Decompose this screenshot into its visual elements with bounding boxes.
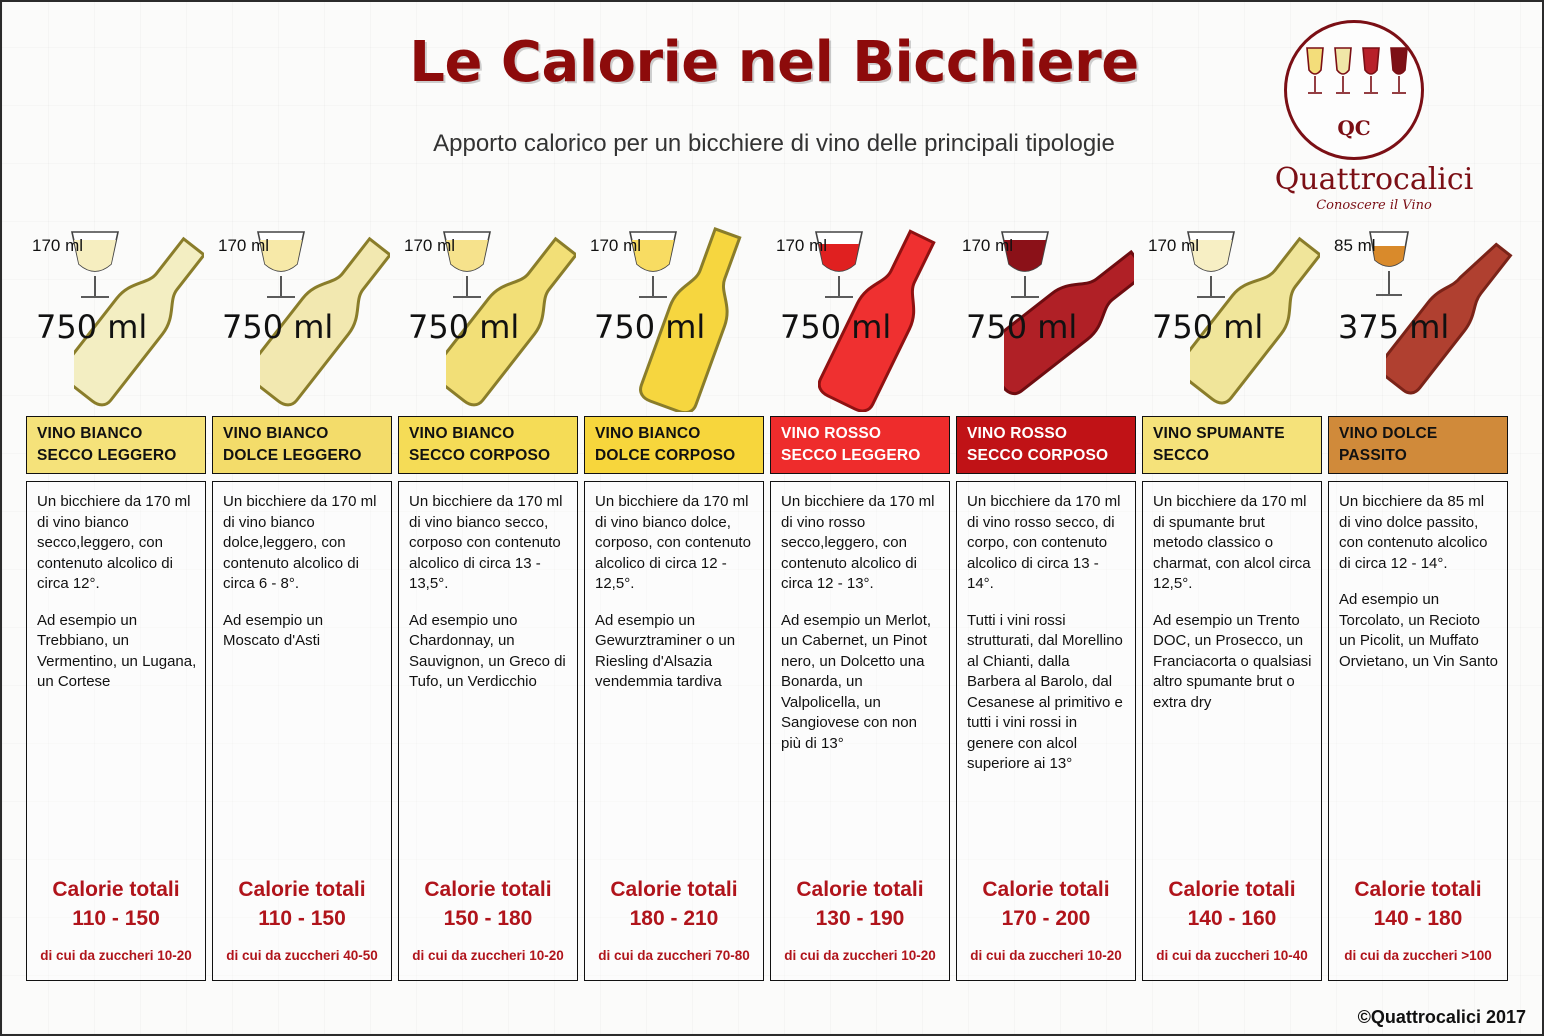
category-line-1: VINO ROSSO <box>967 425 1068 442</box>
category-line-1: VINO SPUMANTE <box>1153 425 1285 442</box>
wine-column-dolce-passito <box>1328 230 1508 1010</box>
bottle-volume-label: 375 ml <box>1338 308 1450 346</box>
calories-block <box>1329 876 1507 967</box>
description-primary: Un bicchiere da 170 ml di vino bianco secco,leggero, con contenuto alcolico di circa 12°. <box>37 493 191 592</box>
bottle-volume-label: 750 ml <box>966 308 1078 346</box>
category-header <box>212 416 392 474</box>
category-line-1: VINO ROSSO <box>781 425 882 442</box>
glass-volume-label: 170 ml <box>776 236 828 255</box>
category-header <box>770 416 950 474</box>
sugar-calories: di cui da zuccheri >100 <box>1344 947 1492 963</box>
description-examples: Ad esempio un Trebbiano, un Vermentino, un Lugana, un Cortese <box>37 611 197 690</box>
category-line-2: SECCO CORPOSO <box>409 447 551 464</box>
calories-label: Calorie totali <box>238 877 366 901</box>
calories-value: 140 - 160 <box>1187 906 1277 930</box>
calories-value: 170 - 200 <box>1001 906 1091 930</box>
category-line-2: SECCO <box>1153 447 1210 464</box>
category-body <box>26 481 206 981</box>
bottle-volume-label: 750 ml <box>222 308 334 346</box>
category-header <box>1328 416 1508 474</box>
category-body <box>584 481 764 981</box>
logo-glass-icon-2 <box>1332 46 1354 98</box>
description-examples: Ad esempio uno Chardonnay, un Sauvignon, un Greco di Tufo, un Verdicchio <box>409 611 566 690</box>
volume-visual <box>398 230 578 416</box>
brand-logo <box>1224 20 1524 213</box>
category-header <box>956 416 1136 474</box>
calories-label: Calorie totali <box>982 877 1110 901</box>
sugar-calories: di cui da zuccheri 10-20 <box>970 947 1122 963</box>
volume-visual <box>584 230 764 416</box>
sugar-calories: di cui da zuccheri 10-20 <box>40 947 192 963</box>
description-examples: Ad esempio un Trento DOC, un Prosecco, un Franciacorta o qualsiasi altro spumante brut o extra dry <box>1153 611 1312 711</box>
calories-label: Calorie totali <box>1168 877 1296 901</box>
category-line-2: PASSITO <box>1339 447 1408 464</box>
glass-volume-label: 170 ml <box>218 236 270 255</box>
description-primary: Un bicchiere da 170 ml di vino bianco dolce, corposo, con contenuto alcolico di circa 12 - 12,5°. <box>595 493 751 592</box>
category-line-2: SECCO LEGGERO <box>37 447 177 464</box>
volume-visual <box>1142 230 1322 416</box>
wine-column-bianco-dolce-corposo <box>584 230 764 1010</box>
category-header <box>398 416 578 474</box>
calories-block <box>585 876 763 967</box>
category-header <box>584 416 764 474</box>
copyright-notice: ©Quattrocalici 2017 <box>1357 1007 1526 1027</box>
description-examples: Ad esempio un Merlot, un Cabernet, un Pinot nero, un Dolcetto una Bonarda, un Valpolicella, un Sangiovese con non più di 13° <box>781 611 932 752</box>
logo-glass-icon-4 <box>1388 46 1410 98</box>
logo-glass-icon-3 <box>1360 46 1382 98</box>
sugar-calories: di cui da zuccheri 40-50 <box>226 947 378 963</box>
bottle-volume-label: 750 ml <box>1152 308 1264 346</box>
calories-block <box>27 876 205 967</box>
category-line-1: VINO BIANCO <box>223 425 329 442</box>
calories-block <box>1143 876 1321 967</box>
wine-column-spumante-secco <box>1142 230 1322 1010</box>
description-primary: Un bicchiere da 170 ml di vino bianco secco, corposo con contenuto alcolico di circa 13 - 13,5°. <box>409 493 563 592</box>
sugar-calories: di cui da zuccheri 10-20 <box>412 947 564 963</box>
calories-label: Calorie totali <box>424 877 552 901</box>
wine-columns <box>26 230 1522 1010</box>
sugar-calories: di cui da zuccheri 10-40 <box>1156 947 1308 963</box>
calories-value: 150 - 180 <box>443 906 533 930</box>
wine-column-rosso-secco-corposo <box>956 230 1136 1010</box>
description-primary: Un bicchiere da 170 ml di vino bianco dolce,leggero, con contenuto alcolico di circa 6 - 8°. <box>223 493 377 592</box>
glass-volume-label: 170 ml <box>962 236 1014 255</box>
wine-column-bianco-secco-corposo <box>398 230 578 1010</box>
category-body <box>398 481 578 981</box>
calories-value: 180 - 210 <box>629 906 719 930</box>
category-line-1: VINO DOLCE <box>1339 425 1438 442</box>
bottle-volume-label: 750 ml <box>594 308 706 346</box>
description-examples: Ad esempio un Moscato d'Asti <box>223 611 324 649</box>
bottle-volume-label: 750 ml <box>36 308 148 346</box>
category-line-1: VINO BIANCO <box>595 425 701 442</box>
description-examples: Tutti i vini rossi strutturati, dal Morellino al Chianti, dalla Barbera al Barolo, dal Cesanese al primitivo e tutti i vini rossi in genere con alcol superiore ai 13° <box>967 611 1123 772</box>
bottle-volume-label: 750 ml <box>780 308 892 346</box>
volume-visual <box>956 230 1136 416</box>
bottle-volume-label: 750 ml <box>408 308 520 346</box>
calories-block <box>771 876 949 967</box>
page-subtitle: Apporto calorico per un bicchiere di vino delle principali tipologie <box>433 130 1115 157</box>
description-primary: Un bicchiere da 170 ml di vino rosso secco, di corpo, con contenuto alcolico di circa 13 - 14°. <box>967 493 1121 592</box>
category-line-1: VINO BIANCO <box>409 425 515 442</box>
calories-label: Calorie totali <box>610 877 738 901</box>
calories-value: 130 - 190 <box>815 906 905 930</box>
logo-glass-icon-1 <box>1304 46 1326 98</box>
category-line-2: DOLCE CORPOSO <box>595 447 736 464</box>
sugar-calories: di cui da zuccheri 70-80 <box>598 947 750 963</box>
glass-volume-label: 170 ml <box>1148 236 1200 255</box>
category-body <box>1142 481 1322 981</box>
category-body <box>212 481 392 981</box>
calories-value: 110 - 150 <box>72 906 160 930</box>
category-line-2: SECCO CORPOSO <box>967 447 1109 464</box>
logo-monogram: QC <box>1337 116 1371 140</box>
wine-column-bianco-secco-leggero <box>26 230 206 1010</box>
description-primary: Un bicchiere da 85 ml di vino dolce passito, con contenuto alcolico di circa 12 - 14°. <box>1339 493 1488 572</box>
category-header <box>1142 416 1322 474</box>
glass-volume-label: 170 ml <box>590 236 642 255</box>
calories-label: Calorie totali <box>1354 877 1482 901</box>
volume-visual <box>1328 230 1508 416</box>
volume-visual <box>26 230 206 416</box>
description-primary: Un bicchiere da 170 ml di spumante brut metodo classico o charmat, con alcol circa 12,5°. <box>1153 493 1311 592</box>
glass-volume-label: 170 ml <box>404 236 456 255</box>
calories-block <box>957 876 1135 967</box>
calories-block <box>213 876 391 967</box>
category-line-2: DOLCE LEGGERO <box>223 447 362 464</box>
description-examples: Ad esempio un Torcolato, un Recioto un Picolit, un Muffato Orvietano, un Vin Santo <box>1339 591 1498 670</box>
category-header <box>26 416 206 474</box>
category-line-1: VINO BIANCO <box>37 425 143 442</box>
description-examples: Ad esempio un Gewurztraminer o un Riesling d'Alsazia vendemmia tardiva <box>595 611 736 690</box>
calories-value: 110 - 150 <box>258 906 346 930</box>
page-title: Le Calorie nel Bicchiere <box>409 30 1139 95</box>
logo-brand-name: Quattrocalici <box>1274 162 1474 197</box>
logo-tagline: Conoscere il Vino <box>1316 198 1432 213</box>
wine-column-rosso-secco-leggero <box>770 230 950 1010</box>
calories-block <box>399 876 577 967</box>
wine-column-bianco-dolce-leggero <box>212 230 392 1010</box>
category-body <box>1328 481 1508 981</box>
calories-value: 140 - 180 <box>1373 906 1463 930</box>
glass-volume-label: 170 ml <box>32 236 84 255</box>
calories-label: Calorie totali <box>796 877 924 901</box>
category-line-2: SECCO LEGGERO <box>781 447 921 464</box>
category-body <box>956 481 1136 981</box>
sugar-calories: di cui da zuccheri 10-20 <box>784 947 936 963</box>
glass-volume-label: 85 ml <box>1334 236 1376 255</box>
calories-label: Calorie totali <box>52 877 180 901</box>
volume-visual <box>770 230 950 416</box>
category-body <box>770 481 950 981</box>
volume-visual <box>212 230 392 416</box>
description-primary: Un bicchiere da 170 ml di vino rosso secco,leggero, con contenuto alcolico di circa 12 - 13°. <box>781 493 935 592</box>
